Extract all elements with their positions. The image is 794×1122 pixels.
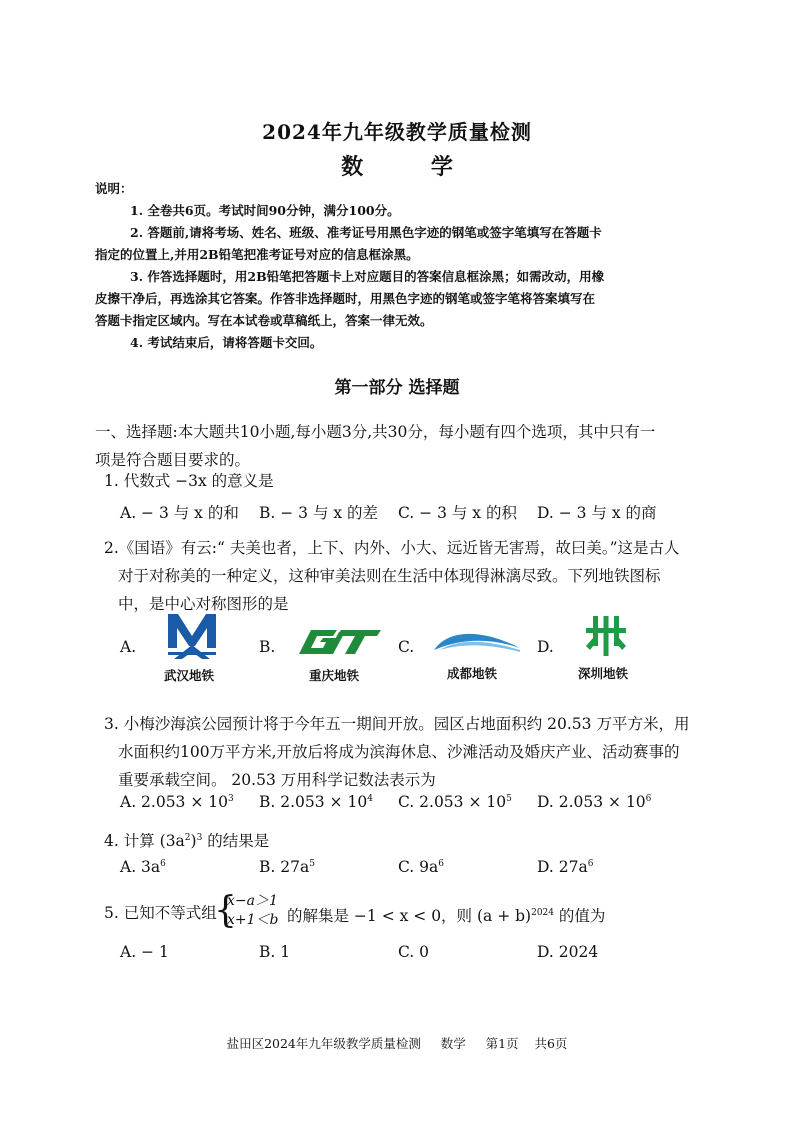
q3-option-a: A. $2.053 \times 10^3$ [120,793,234,811]
instruction-1: 1. 全卷共6页。考试时间90分钟，满分100分。 [130,203,400,218]
exam-title: 2024年九年级教学质量检测 [262,120,532,144]
q2-option-b-label: B. [259,638,276,656]
q4-option-b: B. $27a^5$ [259,858,315,876]
instruction-2a: 2. 答题前,请将考场、姓名、班级、准考证号用黑色字迹的钢笔或签字笔填写在答题卡 [130,225,602,240]
q5-system-line-2: x+1＜b [227,912,279,928]
logo-a-caption: 武汉地铁 [164,668,215,683]
section-intro-a: 一、选择题:本大题共10小题,每小题3分,共30分，每小题有四个选项，其中只有一 [95,423,656,441]
section-title: 第一部分 选择题 [334,378,460,398]
q4-option-d: D. $27a^6$ [537,858,594,876]
q3-option-c: C. $2.053 \times 10^5$ [398,793,512,811]
q1-option-c: C. − 3 与 x 的积 [398,504,517,522]
q2-line-2: 对于对称美的一种定义，这种审美法则在生活中体现得淋漓尽致。下列地铁图标 [118,567,661,585]
q5-system-line-1: x−a＞1 [227,893,278,909]
q5-option-b: B. 1 [259,943,291,961]
q1-stem: 1. 代数式 −3x 的意义是 [104,472,274,490]
chongqing-metro-logo-icon [297,628,383,656]
q5-option-c: C. 0 [398,943,430,961]
instruction-4: 4. 考试结束后，请将答题卡交回。 [130,335,323,350]
q5-system-brace: { [214,890,237,931]
chengdu-metro-logo-icon [432,626,522,654]
instruction-3a: 3. 作答选择题时，用2B铅笔把答题卡上对应题目的答案信息框涂黑；如需改动，用橡 [130,269,605,284]
q5-stem-end: 的解集是 −1 < x < 0，则 $(a + b)^{2024}$ 的值为 [287,907,606,925]
q3-line-3: 重要承载空间。 20.53 万用科学记数法表示为 [118,771,436,789]
instructions-heading: 说明： [95,181,133,196]
section-intro-b: 项是符合题目要求的。 [95,451,251,469]
q5-stem-start: 5. 已知不等式组 [104,904,217,922]
q3-line-2: 水面积约100万平方米,开放后将成为滨海休息、沙滩活动及婚庆产业、活动赛事的 [118,743,680,761]
logo-d-caption: 深圳地铁 [578,666,629,681]
q2-line-1: 2.《国语》有云:“ 夫美也者，上下、内外、小大、远近皆无害焉，故曰美。”这是古人 [104,539,680,557]
page-footer: 盐田区2024年九年级教学质量检测 数学 第1页 共6页 [226,1036,568,1051]
q2-option-d-label: D. [537,638,554,656]
q3-option-b: B. $2.053 \times 10^4$ [259,793,373,811]
q2-option-c-label: C. [398,638,415,656]
q1-option-b: B. − 3 与 x 的差 [259,504,379,522]
q4-stem: 4. 计算 $(3a^2)^3$ 的结果是 [104,832,270,850]
q4-option-c: C. $9a^6$ [398,858,444,876]
exam-subject: 数 学 [341,154,483,180]
instruction-2b: 指定的位置上,并用2B铅笔把准考证号对应的信息框涂黑。 [95,247,419,262]
q2-option-a-label: A. [120,638,137,656]
instruction-3b: 皮擦干净后，再选涂其它答案。作答非选择题时，用黑色字迹的钢笔或签字笔将答案填写在 [95,291,596,306]
q3-line-1: 3. 小梅沙海滨公园预计将于今年五一期间开放。园区占地面积约 20.53 万平方米，用 [104,715,690,733]
wuhan-metro-logo-icon [166,612,218,662]
logo-c-caption: 成都地铁 [447,666,498,681]
q5-option-d: D. 2024 [537,943,599,961]
logo-b-caption: 重庆地铁 [309,668,360,683]
q1-option-a: A. − 3 与 x 的和 [120,504,239,522]
shenzhen-metro-logo-icon [584,614,628,658]
instruction-3c: 答题卡指定区域内。写在本试卷或草稿纸上，答案一律无效。 [95,313,433,328]
q4-option-a: A. $3a^6$ [120,858,166,876]
q3-option-d: D. $2.053 \times 10^6$ [537,793,652,811]
q5-option-a: A. − 1 [120,943,169,961]
q1-option-d: D. − 3 与 x 的商 [537,504,657,522]
q2-line-3: 中，是中心对称图形的是 [118,595,289,613]
